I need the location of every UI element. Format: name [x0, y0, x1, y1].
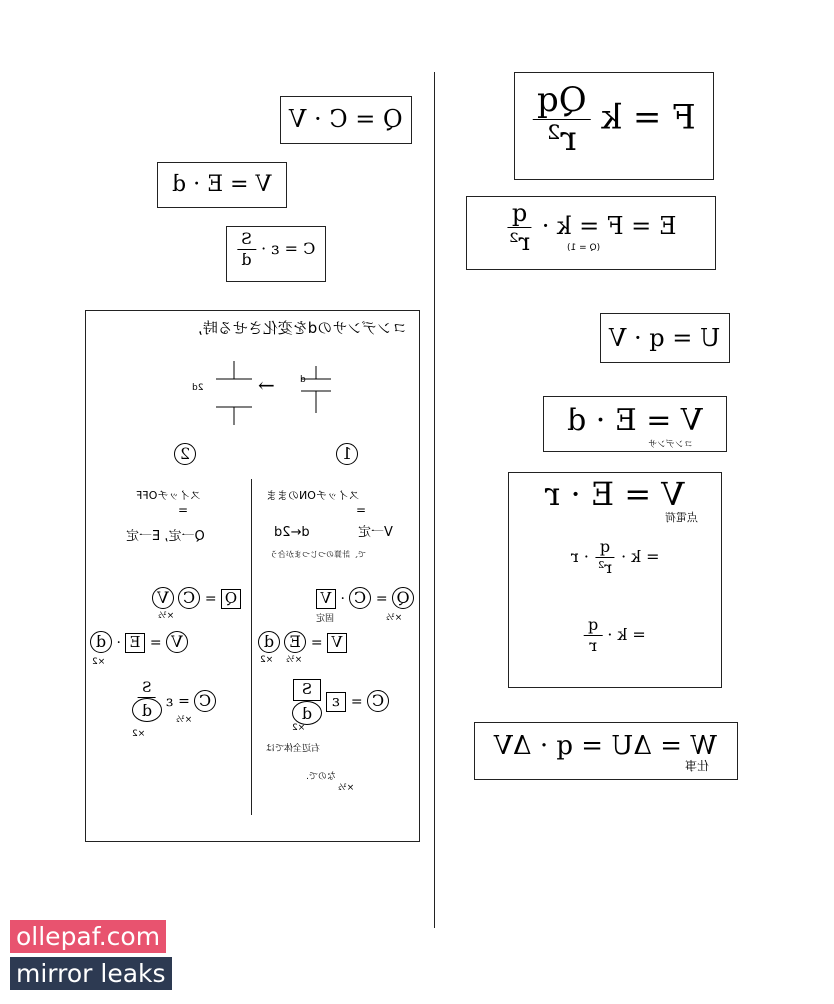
case1-row-voltage: d E = V: [258, 631, 347, 653]
formula-field: E = F = k · $\frac{q}{\text{r²}}$: [505, 201, 676, 254]
field-note: (Q = 1): [567, 243, 601, 253]
case1-number: 1: [336, 443, 358, 465]
formula-voltage: V = E · d: [172, 172, 272, 197]
formula-capacitance: C = ε · $\frac{S}{d}$: [237, 231, 315, 268]
case2-number: 2: [174, 443, 196, 465]
case1-eq: =: [356, 503, 367, 517]
coulomb-fraction: $\frac{Qq}{\text{r²}}$: [533, 83, 591, 156]
case1-const: V一定: [358, 525, 393, 540]
cap-voltage-note: コンデンサ: [648, 440, 693, 450]
case2-head: スイッチOFF: [136, 489, 201, 502]
field-fraction: $\frac{q}{\text{r²}}$: [509, 199, 531, 256]
case1-row-charge: V · C = Q: [316, 587, 414, 609]
formula-point-line3: = k · $\frac{q}{r}$: [584, 617, 646, 654]
formula-potential-energy-box: [600, 313, 730, 363]
case2-eq: =: [178, 503, 189, 517]
page-divider: [434, 72, 435, 928]
capacitor-panel: コンデンサのdを変化させる時, d 2d ← 1 2 スイッチONのまま = V一定 d←2d で、計算のつじつまが合う V · C = Q 固定 ×½ d E = V ×2 ×½ $\frac{S}{d}$ ε = C ×2 右辺全体では なので. ×½ スイッチOFF = Q一定, E一定 V C = Q ×½ d · E = V ×2 $\frac{S}{d}$ ε = C ×2 ×½: [85, 310, 420, 842]
formula-charge: Q = C · V: [289, 105, 403, 133]
work-note: 仕事: [685, 759, 710, 773]
formula-potential-energy: U = q · V: [609, 324, 721, 352]
change-arrow: ←: [258, 373, 275, 397]
watermark-line1: ollepaf.com: [10, 920, 166, 953]
case2-row-voltage: d · E = V: [90, 631, 188, 653]
formula-work: W = ΔU = q · ΔV: [494, 731, 718, 761]
case1-note: で、計算のつじつまが合う: [270, 550, 366, 559]
formula-field-box: [466, 196, 716, 270]
d-label: d: [300, 375, 306, 385]
formula-point-charge-box: [508, 472, 722, 688]
formula-point-line2: = k · $\frac{q}{\text{r²}}$ · r: [570, 537, 660, 577]
panel-title: コンデンサのdを変化させる時,: [198, 319, 407, 337]
case2-const: Q一定, E一定: [126, 529, 205, 544]
case1-head: スイッチONのまま: [266, 489, 360, 502]
side-note-2: なので.: [306, 772, 336, 782]
formula-work-box: [474, 722, 738, 780]
case1-row-capacitance: $\frac{S}{d}$ ε = C: [292, 679, 389, 725]
formula-voltage-box: [157, 162, 287, 208]
formula-point-main: V = E · r: [545, 475, 685, 513]
formula-coulomb: F = k $\frac{Qq}{\text{r²}}$: [533, 83, 696, 156]
cap-fraction: $\frac{S}{d}$: [237, 231, 256, 268]
formula-charge-box: [280, 96, 412, 144]
formula-capacitance-box: [226, 226, 326, 282]
formula-coulomb-box: [514, 72, 714, 180]
watermark-line2: mirror leaks: [10, 957, 172, 990]
side-note-1: 右辺全体では: [266, 744, 321, 754]
two-d-label: 2d: [192, 383, 204, 393]
case2-row-charge: V C = Q: [152, 587, 241, 609]
case1-change: d←2d: [274, 525, 310, 540]
case2-row-capacitance: $\frac{S}{d}$ ε = C: [132, 681, 216, 722]
point-note: 点電荷: [665, 511, 698, 524]
formula-cap-voltage-box: [543, 396, 727, 452]
formula-cap-voltage: V = E · d: [567, 403, 703, 438]
panel-split: [251, 479, 252, 815]
